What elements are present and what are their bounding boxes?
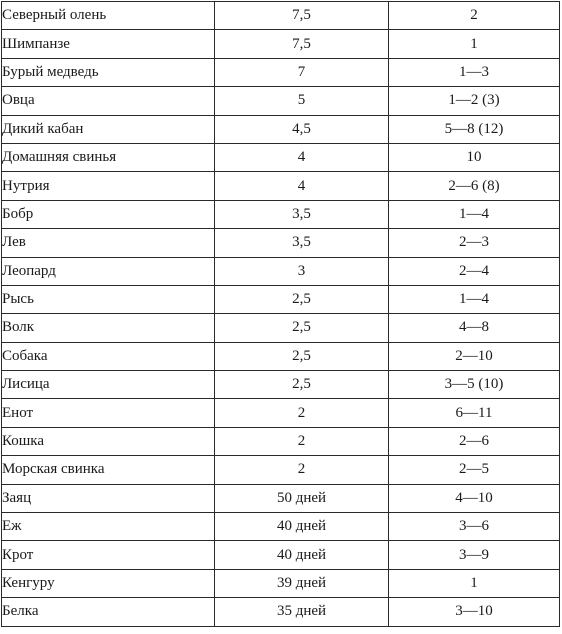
gestation-period-cell: 40 дней	[215, 541, 389, 569]
table-row	[2, 2, 560, 30]
gestation-period-cell: 5	[215, 87, 389, 115]
animal-name-cell: Волк	[2, 314, 215, 342]
litter-size-cell: 2—3	[389, 229, 560, 257]
table-row	[2, 484, 560, 512]
animal-name-cell: Лисица	[2, 371, 215, 399]
animal-name-cell: Домашняя свинья	[2, 143, 215, 171]
gestation-period-cell: 2,5	[215, 314, 389, 342]
litter-size-cell: 10	[389, 143, 560, 171]
table-row	[2, 143, 560, 171]
litter-size-cell: 3—10	[389, 598, 560, 626]
gestation-period-cell: 3,5	[215, 229, 389, 257]
table-row	[2, 569, 560, 597]
litter-size-cell: 1—3	[389, 58, 560, 86]
animal-name-cell: Кенгуру	[2, 569, 215, 597]
animal-name-cell: Лев	[2, 229, 215, 257]
gestation-period-cell: 35 дней	[215, 598, 389, 626]
animal-name-cell: Шимпанзе	[2, 30, 215, 58]
animal-name-cell: Морская свинка	[2, 456, 215, 484]
gestation-period-cell: 3	[215, 257, 389, 285]
animal-name-cell: Рысь	[2, 285, 215, 313]
table-row	[2, 285, 560, 313]
litter-size-cell: 1—4	[389, 285, 560, 313]
animal-name-cell: Белка	[2, 598, 215, 626]
table-row	[2, 200, 560, 228]
gestation-period-cell: 2	[215, 427, 389, 455]
animal-name-cell: Северный олень	[2, 2, 215, 30]
litter-size-cell: 1—2 (3)	[389, 87, 560, 115]
table-body	[2, 2, 560, 627]
gestation-period-cell: 2,5	[215, 371, 389, 399]
litter-size-cell: 2—10	[389, 342, 560, 370]
table-row	[2, 371, 560, 399]
gestation-period-cell: 39 дней	[215, 569, 389, 597]
litter-size-cell: 4—8	[389, 314, 560, 342]
table-row	[2, 115, 560, 143]
gestation-period-cell: 3,5	[215, 200, 389, 228]
gestation-period-cell: 4	[215, 172, 389, 200]
litter-size-cell: 2—4	[389, 257, 560, 285]
table-row	[2, 598, 560, 626]
animal-name-cell: Еж	[2, 513, 215, 541]
gestation-period-cell: 2	[215, 399, 389, 427]
table-row	[2, 172, 560, 200]
table-row	[2, 513, 560, 541]
animal-name-cell: Крот	[2, 541, 215, 569]
litter-size-cell: 3—6	[389, 513, 560, 541]
gestation-period-cell: 4,5	[215, 115, 389, 143]
animal-name-cell: Собака	[2, 342, 215, 370]
animal-name-cell: Енот	[2, 399, 215, 427]
table-row	[2, 229, 560, 257]
gestation-period-cell: 2,5	[215, 342, 389, 370]
litter-size-cell: 3—9	[389, 541, 560, 569]
litter-size-cell: 2	[389, 2, 560, 30]
table-row	[2, 58, 560, 86]
animal-name-cell: Нутрия	[2, 172, 215, 200]
litter-size-cell: 3—5 (10)	[389, 371, 560, 399]
table-row	[2, 30, 560, 58]
litter-size-cell: 1	[389, 569, 560, 597]
animal-name-cell: Кошка	[2, 427, 215, 455]
gestation-period-cell: 2	[215, 456, 389, 484]
animal-name-cell: Дикий кабан	[2, 115, 215, 143]
gestation-period-cell: 7	[215, 58, 389, 86]
litter-size-cell: 6—11	[389, 399, 560, 427]
litter-size-cell: 4—10	[389, 484, 560, 512]
litter-size-cell: 5—8 (12)	[389, 115, 560, 143]
table-row	[2, 342, 560, 370]
table-row	[2, 314, 560, 342]
animal-name-cell: Леопард	[2, 257, 215, 285]
table-row	[2, 541, 560, 569]
litter-size-cell: 1—4	[389, 200, 560, 228]
animal-table	[1, 1, 560, 627]
table-row	[2, 399, 560, 427]
gestation-period-cell: 2,5	[215, 285, 389, 313]
gestation-period-cell: 50 дней	[215, 484, 389, 512]
gestation-period-cell: 40 дней	[215, 513, 389, 541]
litter-size-cell: 2—6 (8)	[389, 172, 560, 200]
litter-size-cell: 2—6	[389, 427, 560, 455]
table-row	[2, 257, 560, 285]
animal-name-cell: Заяц	[2, 484, 215, 512]
gestation-period-cell: 7,5	[215, 2, 389, 30]
animal-name-cell: Овца	[2, 87, 215, 115]
table-row	[2, 456, 560, 484]
gestation-period-cell: 7,5	[215, 30, 389, 58]
litter-size-cell: 1	[389, 30, 560, 58]
litter-size-cell: 2—5	[389, 456, 560, 484]
animal-name-cell: Бурый медведь	[2, 58, 215, 86]
table-row	[2, 87, 560, 115]
animal-name-cell: Бобр	[2, 200, 215, 228]
gestation-period-cell: 4	[215, 143, 389, 171]
table-row	[2, 427, 560, 455]
